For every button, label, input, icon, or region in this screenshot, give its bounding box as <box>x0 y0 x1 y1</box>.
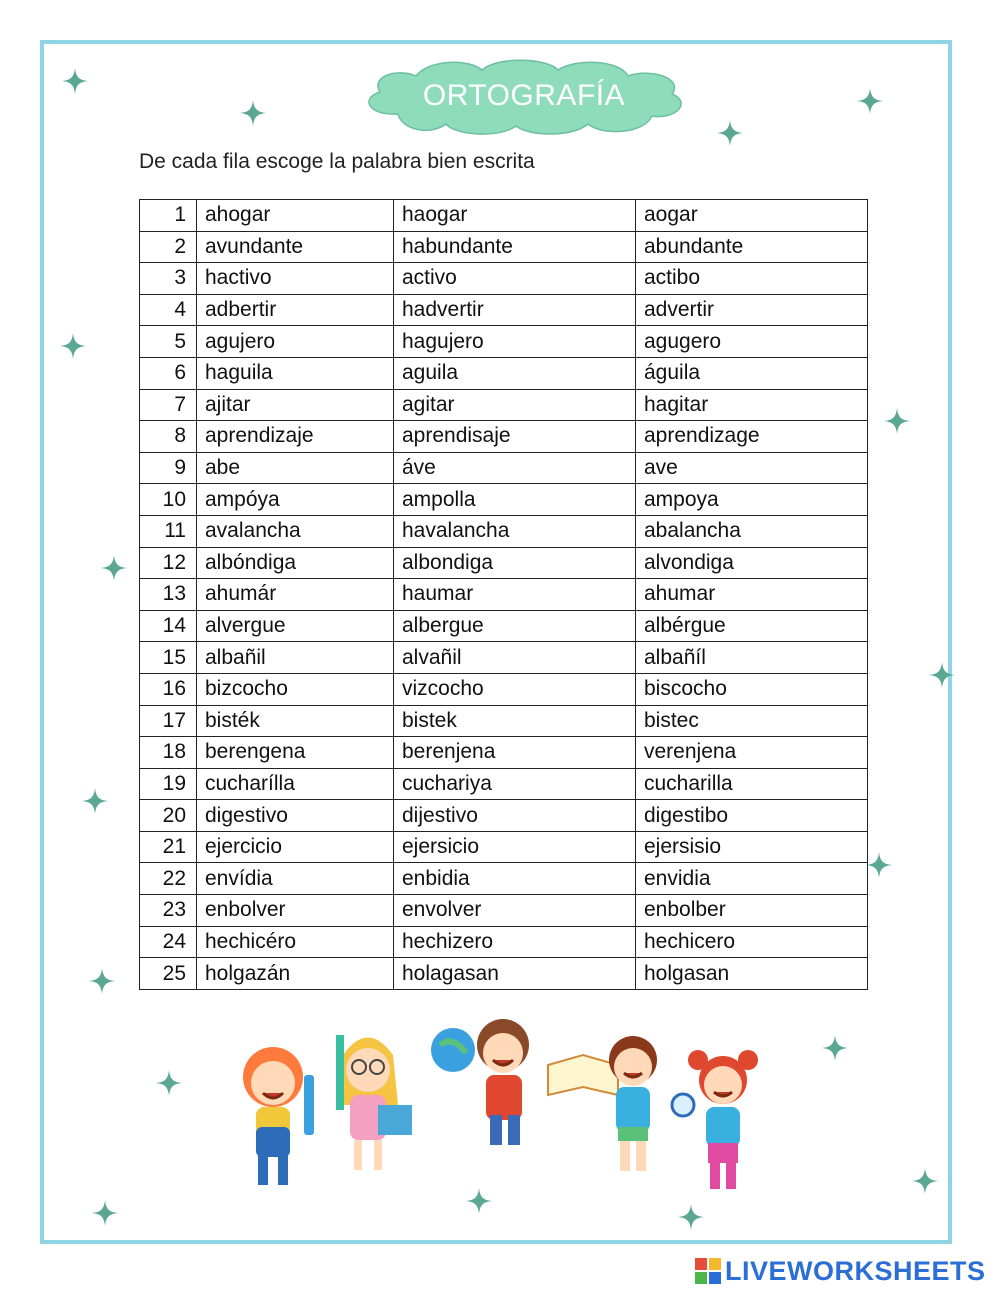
word-option-b[interactable]: havalancha <box>394 515 636 547</box>
sparkle-icon <box>92 1200 118 1226</box>
word-option-c[interactable]: aogar <box>636 200 868 232</box>
word-option-b[interactable]: enbidia <box>394 863 636 895</box>
sparkle-icon <box>60 333 86 359</box>
word-option-c[interactable]: águila <box>636 357 868 389</box>
word-option-b[interactable]: activo <box>394 263 636 295</box>
word-option-a[interactable]: holgazán <box>197 958 394 990</box>
word-option-a[interactable]: ampóya <box>197 484 394 516</box>
word-option-c[interactable]: envidia <box>636 863 868 895</box>
table-row <box>140 484 868 516</box>
table-row <box>140 357 868 389</box>
word-option-c[interactable]: hechicero <box>636 926 868 958</box>
table-row <box>140 579 868 611</box>
word-option-c[interactable]: ejersisio <box>636 831 868 863</box>
word-option-b[interactable]: áve <box>394 452 636 484</box>
row-number: 7 <box>140 389 197 421</box>
word-option-b[interactable]: aguila <box>394 357 636 389</box>
table-row <box>140 895 868 927</box>
word-option-c[interactable]: albañíl <box>636 642 868 674</box>
sparkle-icon <box>678 1204 704 1230</box>
row-number: 5 <box>140 326 197 358</box>
sparkle-icon <box>929 662 955 688</box>
word-option-b[interactable]: envolver <box>394 895 636 927</box>
row-number: 11 <box>140 515 197 547</box>
word-option-a[interactable]: digestivo <box>197 800 394 832</box>
table-row <box>140 863 868 895</box>
word-option-c[interactable]: verenjena <box>636 737 868 769</box>
table-row <box>140 200 868 232</box>
word-option-b[interactable]: dijestivo <box>394 800 636 832</box>
word-option-a[interactable]: ajitar <box>197 389 394 421</box>
sparkle-icon <box>912 1168 938 1194</box>
row-number: 25 <box>140 958 197 990</box>
word-option-a[interactable]: avundante <box>197 231 394 263</box>
word-option-a[interactable]: avalancha <box>197 515 394 547</box>
word-option-a[interactable]: haguila <box>197 357 394 389</box>
sparkle-icon <box>101 555 127 581</box>
table-row <box>140 958 868 990</box>
sparkle-icon <box>884 408 910 434</box>
word-option-b[interactable]: haumar <box>394 579 636 611</box>
word-option-a[interactable]: alvergue <box>197 610 394 642</box>
word-option-a[interactable]: hechicéro <box>197 926 394 958</box>
word-option-b[interactable]: agitar <box>394 389 636 421</box>
title-cloud <box>358 56 690 136</box>
word-option-b[interactable]: haogar <box>394 200 636 232</box>
table-row <box>140 421 868 453</box>
kids-illustration <box>228 1015 768 1200</box>
word-option-c[interactable]: hagitar <box>636 389 868 421</box>
word-option-c[interactable]: biscocho <box>636 673 868 705</box>
word-option-a[interactable]: ahumár <box>197 579 394 611</box>
word-option-c[interactable]: abalancha <box>636 515 868 547</box>
word-option-a[interactable]: albañil <box>197 642 394 674</box>
row-number: 6 <box>140 357 197 389</box>
row-number: 4 <box>140 294 197 326</box>
row-number: 9 <box>140 452 197 484</box>
word-option-a[interactable]: berengena <box>197 737 394 769</box>
kid-figure <box>336 1035 412 1170</box>
word-option-b[interactable]: holagasan <box>394 958 636 990</box>
row-number: 24 <box>140 926 197 958</box>
row-number: 2 <box>140 231 197 263</box>
row-number: 22 <box>140 863 197 895</box>
word-option-c[interactable]: enbolber <box>636 895 868 927</box>
sparkle-icon <box>156 1070 182 1096</box>
word-option-c[interactable]: ampoya <box>636 484 868 516</box>
table-row <box>140 800 868 832</box>
word-option-a[interactable]: adbertir <box>197 294 394 326</box>
word-option-b[interactable]: bistek <box>394 705 636 737</box>
word-option-a[interactable]: albóndiga <box>197 547 394 579</box>
table-row <box>140 705 868 737</box>
brand-name: LIVEWORKSHEETS <box>725 1255 986 1286</box>
word-option-a[interactable]: bizcocho <box>197 673 394 705</box>
word-option-b[interactable]: alvañil <box>394 642 636 674</box>
table-row <box>140 673 868 705</box>
kid-figure <box>431 1019 529 1145</box>
sparkle-icon <box>857 88 883 114</box>
sparkle-icon <box>62 68 88 94</box>
word-option-b[interactable]: hagujero <box>394 326 636 358</box>
row-number: 12 <box>140 547 197 579</box>
kid-figure <box>548 1036 657 1171</box>
row-number: 1 <box>140 200 197 232</box>
word-option-b[interactable]: vizcocho <box>394 673 636 705</box>
sparkle-icon <box>822 1035 848 1061</box>
table-row <box>140 642 868 674</box>
word-option-c[interactable]: holgasan <box>636 958 868 990</box>
word-option-c[interactable]: digestibo <box>636 800 868 832</box>
row-number: 15 <box>140 642 197 674</box>
word-option-c[interactable]: alvondiga <box>636 547 868 579</box>
sparkle-icon <box>866 852 892 878</box>
word-option-c[interactable]: ave <box>636 452 868 484</box>
word-option-a[interactable]: bisték <box>197 705 394 737</box>
word-option-b[interactable]: hadvertir <box>394 294 636 326</box>
word-option-b[interactable]: habundante <box>394 231 636 263</box>
word-option-c[interactable]: aprendizage <box>636 421 868 453</box>
page-title: ORTOGRAFÍA <box>422 79 626 112</box>
row-number: 23 <box>140 895 197 927</box>
word-option-b[interactable]: ejersicio <box>394 831 636 863</box>
brand-footer <box>695 1254 986 1288</box>
word-option-b[interactable]: albergue <box>394 610 636 642</box>
instructions: De cada fila escoge la palabra bien escrita <box>139 150 535 173</box>
word-option-c[interactable]: abundante <box>636 231 868 263</box>
row-number: 19 <box>140 768 197 800</box>
word-option-c[interactable]: actibo <box>636 263 868 295</box>
row-number: 8 <box>140 421 197 453</box>
word-option-b[interactable]: aprendisaje <box>394 421 636 453</box>
table-row <box>140 231 868 263</box>
word-option-c[interactable]: bistec <box>636 705 868 737</box>
word-option-a[interactable]: cucharílla <box>197 768 394 800</box>
sparkle-icon <box>82 788 108 814</box>
word-option-a[interactable]: enbolver <box>197 895 394 927</box>
word-option-b[interactable]: ampolla <box>394 484 636 516</box>
row-number: 14 <box>140 610 197 642</box>
word-option-a[interactable]: hactivo <box>197 263 394 295</box>
table-row <box>140 768 868 800</box>
word-option-a[interactable]: envídia <box>197 863 394 895</box>
table-row <box>140 326 868 358</box>
word-option-a[interactable]: aprendizaje <box>197 421 394 453</box>
row-number: 3 <box>140 263 197 295</box>
word-option-a[interactable]: ejercicio <box>197 831 394 863</box>
liveworksheets-logo-icon <box>695 1258 721 1284</box>
word-option-b[interactable]: cuchariya <box>394 768 636 800</box>
row-number: 18 <box>140 737 197 769</box>
row-number: 16 <box>140 673 197 705</box>
table-row <box>140 294 868 326</box>
word-option-c[interactable]: cucharilla <box>636 768 868 800</box>
word-option-c[interactable]: agugero <box>636 326 868 358</box>
table-row <box>140 515 868 547</box>
table-row <box>140 389 868 421</box>
word-option-b[interactable]: albondiga <box>394 547 636 579</box>
table-row <box>140 452 868 484</box>
sparkle-icon <box>240 100 266 126</box>
word-option-a[interactable]: agujero <box>197 326 394 358</box>
table-row <box>140 926 868 958</box>
table-row <box>140 610 868 642</box>
word-table <box>139 199 868 990</box>
table-row <box>140 547 868 579</box>
row-number: 21 <box>140 831 197 863</box>
table-row <box>140 737 868 769</box>
kid-figure <box>672 1050 758 1189</box>
word-option-c[interactable]: ahumar <box>636 579 868 611</box>
row-number: 10 <box>140 484 197 516</box>
word-option-a[interactable]: ahogar <box>197 200 394 232</box>
sparkle-icon <box>89 968 115 994</box>
row-number: 13 <box>140 579 197 611</box>
row-number: 17 <box>140 705 197 737</box>
kid-figure <box>243 1047 314 1185</box>
table-row <box>140 263 868 295</box>
sparkle-icon <box>717 120 743 146</box>
word-option-c[interactable]: advertir <box>636 294 868 326</box>
row-number: 20 <box>140 800 197 832</box>
table-row <box>140 831 868 863</box>
word-option-b[interactable]: berenjena <box>394 737 636 769</box>
word-option-b[interactable]: hechizero <box>394 926 636 958</box>
word-option-a[interactable]: abe <box>197 452 394 484</box>
word-option-c[interactable]: albérgue <box>636 610 868 642</box>
